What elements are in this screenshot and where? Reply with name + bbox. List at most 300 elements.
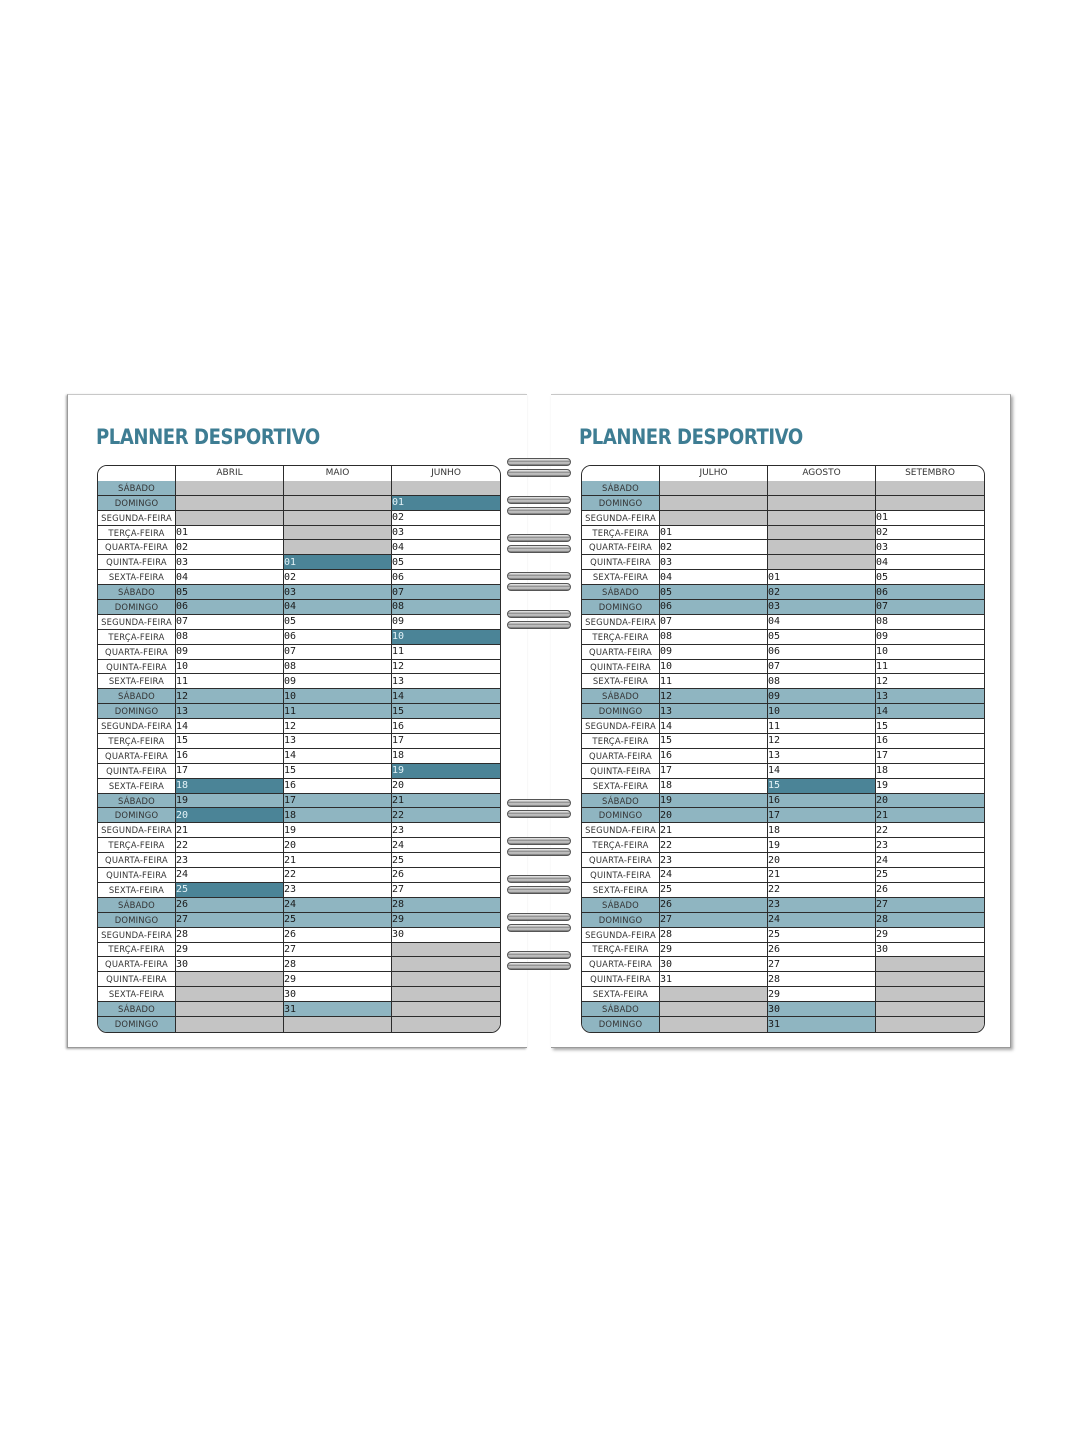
date-cell: 01 <box>392 496 500 511</box>
weekday-label: SEGUNDA-FEIRA <box>98 928 176 943</box>
date-cell: 20 <box>392 779 500 794</box>
date-cell <box>768 496 876 511</box>
weekday-label: DOMINGO <box>582 808 660 823</box>
page-title: PLANNER DESPORTIVO <box>96 425 320 449</box>
planner-page-right <box>551 394 1011 1048</box>
date-cell: 25 <box>768 928 876 943</box>
date-cell: 09 <box>660 645 768 660</box>
calendar-row <box>98 704 500 719</box>
weekday-label: TERÇA-FEIRA <box>98 526 176 541</box>
calendar-row <box>582 868 984 883</box>
weekday-label: TERÇA-FEIRA <box>98 734 176 749</box>
date-cell: 29 <box>392 913 500 928</box>
month-header: AGOSTO <box>768 466 876 481</box>
date-cell: 08 <box>176 630 284 645</box>
month-header: MAIO <box>284 466 392 481</box>
calendar-row <box>98 630 500 645</box>
weekday-label: QUARTA-FEIRA <box>582 853 660 868</box>
calendar-row <box>582 645 984 660</box>
weekday-label: QUINTA-FEIRA <box>582 660 660 675</box>
date-cell: 22 <box>876 823 984 838</box>
date-cell: 18 <box>284 808 392 823</box>
date-cell: 18 <box>392 749 500 764</box>
date-cell: 02 <box>876 526 984 541</box>
date-cell: 14 <box>392 689 500 704</box>
date-cell: 09 <box>392 615 500 630</box>
calendar-row <box>98 570 500 585</box>
date-cell <box>768 511 876 526</box>
date-cell: 27 <box>176 913 284 928</box>
date-cell: 07 <box>284 645 392 660</box>
date-cell: 10 <box>392 630 500 645</box>
date-cell: 30 <box>876 943 984 958</box>
date-cell <box>392 987 500 1002</box>
date-cell <box>660 496 768 511</box>
date-cell: 01 <box>176 526 284 541</box>
calendar-row <box>98 957 500 972</box>
date-cell: 04 <box>660 570 768 585</box>
date-cell: 29 <box>176 943 284 958</box>
date-cell: 06 <box>176 600 284 615</box>
date-cell: 24 <box>176 868 284 883</box>
date-cell: 04 <box>392 540 500 555</box>
date-cell: 26 <box>876 883 984 898</box>
date-cell: 26 <box>284 928 392 943</box>
date-cell: 24 <box>284 898 392 913</box>
calendar-row <box>98 615 500 630</box>
date-cell: 25 <box>392 853 500 868</box>
calendar-row <box>582 674 984 689</box>
weekday-label: SÁBADO <box>582 481 660 496</box>
calendar-row <box>582 570 984 585</box>
date-cell: 20 <box>660 808 768 823</box>
weekday-label: SEGUNDA-FEIRA <box>582 719 660 734</box>
weekday-label: SEGUNDA-FEIRA <box>582 928 660 943</box>
calendar-row <box>582 511 984 526</box>
weekday-label: SEGUNDA-FEIRA <box>98 823 176 838</box>
calendar-row <box>98 823 500 838</box>
date-cell <box>660 1017 768 1032</box>
weekday-label: QUINTA-FEIRA <box>98 764 176 779</box>
calendar-row <box>98 808 500 823</box>
weekday-label: TERÇA-FEIRA <box>98 838 176 853</box>
weekday-label: DOMINGO <box>582 704 660 719</box>
calendar-row <box>582 928 984 943</box>
date-cell: 03 <box>768 600 876 615</box>
date-cell: 01 <box>660 526 768 541</box>
date-cell: 20 <box>876 794 984 809</box>
date-cell: 05 <box>660 585 768 600</box>
calendar-row <box>582 913 984 928</box>
calendar-row <box>582 1017 984 1032</box>
weekday-label: DOMINGO <box>98 496 176 511</box>
date-cell: 02 <box>176 540 284 555</box>
date-cell: 03 <box>876 540 984 555</box>
date-cell: 21 <box>876 808 984 823</box>
date-cell: 05 <box>876 570 984 585</box>
calendar-row <box>98 526 500 541</box>
date-cell: 12 <box>284 719 392 734</box>
date-cell <box>876 1002 984 1017</box>
weekday-label: SÁBADO <box>582 794 660 809</box>
calendar-row <box>582 496 984 511</box>
calendar-row <box>582 943 984 958</box>
calendar-row <box>98 943 500 958</box>
date-cell: 02 <box>392 511 500 526</box>
date-cell <box>284 1017 392 1032</box>
date-cell: 27 <box>876 898 984 913</box>
date-cell: 12 <box>876 674 984 689</box>
weekday-label: SEXTA-FEIRA <box>582 987 660 1002</box>
date-cell <box>176 1002 284 1017</box>
date-cell: 04 <box>176 570 284 585</box>
calendar-row <box>582 555 984 570</box>
date-cell: 27 <box>768 957 876 972</box>
spiral-ring-icon <box>507 835 571 859</box>
weekday-label: DOMINGO <box>98 600 176 615</box>
calendar-row <box>98 898 500 913</box>
weekday-label: SEGUNDA-FEIRA <box>98 615 176 630</box>
date-cell <box>876 496 984 511</box>
weekday-label: SEXTA-FEIRA <box>98 883 176 898</box>
date-cell: 08 <box>284 660 392 675</box>
date-cell: 30 <box>284 987 392 1002</box>
weekday-label: SEXTA-FEIRA <box>98 779 176 794</box>
date-cell: 09 <box>768 689 876 704</box>
date-cell: 15 <box>768 779 876 794</box>
weekday-label: TERÇA-FEIRA <box>582 526 660 541</box>
date-cell: 13 <box>660 704 768 719</box>
date-cell: 10 <box>660 660 768 675</box>
calendar-row <box>98 645 500 660</box>
date-cell: 11 <box>392 645 500 660</box>
month-header: JUNHO <box>392 466 500 481</box>
date-cell: 20 <box>284 838 392 853</box>
date-cell <box>768 481 876 496</box>
weekday-label: SÁBADO <box>98 1002 176 1017</box>
date-cell <box>176 511 284 526</box>
calendar-row <box>582 615 984 630</box>
date-cell: 31 <box>768 1017 876 1032</box>
date-cell: 21 <box>768 868 876 883</box>
calendar-row <box>98 928 500 943</box>
date-cell: 30 <box>176 957 284 972</box>
date-cell: 07 <box>660 615 768 630</box>
weekday-label: SEGUNDA-FEIRA <box>582 615 660 630</box>
date-cell: 14 <box>660 719 768 734</box>
weekday-label: SEGUNDA-FEIRA <box>582 511 660 526</box>
date-cell: 04 <box>876 555 984 570</box>
date-cell <box>392 972 500 987</box>
date-cell: 14 <box>876 704 984 719</box>
weekday-label: QUINTA-FEIRA <box>582 868 660 883</box>
calendar-row <box>582 540 984 555</box>
weekday-label: SÁBADO <box>98 481 176 496</box>
date-cell: 05 <box>176 585 284 600</box>
weekday-label: TERÇA-FEIRA <box>582 734 660 749</box>
calendar-row <box>98 496 500 511</box>
calendar-row <box>98 674 500 689</box>
calendar-row <box>582 898 984 913</box>
date-cell <box>660 481 768 496</box>
date-cell: 14 <box>768 764 876 779</box>
date-cell: 27 <box>660 913 768 928</box>
date-cell <box>660 987 768 1002</box>
date-cell: 06 <box>660 600 768 615</box>
date-cell: 11 <box>876 660 984 675</box>
date-cell: 18 <box>176 779 284 794</box>
date-cell <box>876 957 984 972</box>
spiral-ring-icon <box>507 456 571 480</box>
date-cell: 27 <box>392 883 500 898</box>
date-cell: 28 <box>284 957 392 972</box>
calendar-row <box>582 853 984 868</box>
date-cell: 19 <box>660 794 768 809</box>
calendar-row <box>582 585 984 600</box>
weekday-label: SÁBADO <box>98 689 176 704</box>
calendar-row <box>98 585 500 600</box>
calendar-row <box>582 987 984 1002</box>
calendar-row <box>98 734 500 749</box>
date-cell: 26 <box>176 898 284 913</box>
date-cell: 24 <box>876 853 984 868</box>
calendar-row <box>582 838 984 853</box>
calendar-row <box>582 764 984 779</box>
calendar-row <box>582 808 984 823</box>
date-cell: 13 <box>392 674 500 689</box>
date-cell: 15 <box>660 734 768 749</box>
date-cell <box>876 987 984 1002</box>
date-cell: 16 <box>876 734 984 749</box>
date-cell: 11 <box>660 674 768 689</box>
date-cell: 29 <box>660 943 768 958</box>
date-cell <box>176 496 284 511</box>
date-cell: 20 <box>176 808 284 823</box>
calendar-row <box>98 779 500 794</box>
calendar-row <box>582 823 984 838</box>
corner-cell <box>98 466 176 481</box>
weekday-label: DOMINGO <box>98 808 176 823</box>
date-cell <box>660 1002 768 1017</box>
spiral-ring-icon <box>507 608 571 632</box>
date-cell: 25 <box>660 883 768 898</box>
date-cell: 28 <box>768 972 876 987</box>
date-cell: 09 <box>176 645 284 660</box>
weekday-label: DOMINGO <box>98 913 176 928</box>
date-cell <box>392 943 500 958</box>
date-cell: 15 <box>392 704 500 719</box>
date-cell: 08 <box>876 615 984 630</box>
date-cell: 05 <box>768 630 876 645</box>
date-cell <box>284 496 392 511</box>
date-cell: 10 <box>876 645 984 660</box>
weekday-label: QUARTA-FEIRA <box>98 853 176 868</box>
weekday-label: QUARTA-FEIRA <box>98 540 176 555</box>
calendar-row <box>582 660 984 675</box>
date-cell: 17 <box>660 764 768 779</box>
date-cell: 15 <box>284 764 392 779</box>
date-cell: 16 <box>284 779 392 794</box>
date-cell: 03 <box>660 555 768 570</box>
weekday-label: QUINTA-FEIRA <box>98 868 176 883</box>
date-cell: 26 <box>660 898 768 913</box>
spiral-ring-icon <box>507 873 571 897</box>
date-cell: 11 <box>176 674 284 689</box>
date-cell <box>284 526 392 541</box>
date-cell: 30 <box>768 1002 876 1017</box>
date-cell: 30 <box>660 957 768 972</box>
date-cell: 28 <box>392 898 500 913</box>
date-cell: 11 <box>768 719 876 734</box>
date-cell: 24 <box>768 913 876 928</box>
date-cell: 17 <box>284 794 392 809</box>
weekday-label: TERÇA-FEIRA <box>582 630 660 645</box>
weekday-label: DOMINGO <box>582 1017 660 1032</box>
calendar-row <box>98 719 500 734</box>
weekday-label: QUARTA-FEIRA <box>582 957 660 972</box>
date-cell: 06 <box>392 570 500 585</box>
calendar-row <box>582 481 984 496</box>
date-cell: 18 <box>660 779 768 794</box>
calendar-row <box>582 749 984 764</box>
date-cell: 22 <box>768 883 876 898</box>
date-cell: 05 <box>284 615 392 630</box>
date-cell <box>176 987 284 1002</box>
calendar-row <box>98 555 500 570</box>
date-cell: 26 <box>392 868 500 883</box>
date-cell: 07 <box>768 660 876 675</box>
weekday-label: SEGUNDA-FEIRA <box>98 719 176 734</box>
date-cell: 15 <box>176 734 284 749</box>
date-cell <box>392 481 500 496</box>
date-cell: 12 <box>176 689 284 704</box>
calendar-row <box>582 779 984 794</box>
weekday-label: SEXTA-FEIRA <box>582 883 660 898</box>
weekday-label: QUINTA-FEIRA <box>582 764 660 779</box>
date-cell: 28 <box>660 928 768 943</box>
weekday-label: QUINTA-FEIRA <box>582 555 660 570</box>
month-header: JULHO <box>660 466 768 481</box>
calendar-row <box>98 838 500 853</box>
date-cell: 17 <box>392 734 500 749</box>
date-cell: 27 <box>284 943 392 958</box>
date-cell: 14 <box>176 719 284 734</box>
date-cell: 13 <box>768 749 876 764</box>
calendar-row <box>98 749 500 764</box>
weekday-label: QUARTA-FEIRA <box>582 749 660 764</box>
date-cell <box>284 511 392 526</box>
date-cell: 19 <box>876 779 984 794</box>
planner-page-left <box>67 394 527 1048</box>
date-cell <box>876 972 984 987</box>
date-cell: 19 <box>284 823 392 838</box>
weekday-label: TERÇA-FEIRA <box>582 838 660 853</box>
date-cell: 08 <box>392 600 500 615</box>
date-cell: 19 <box>768 838 876 853</box>
date-cell: 08 <box>660 630 768 645</box>
date-cell <box>392 957 500 972</box>
date-cell: 23 <box>660 853 768 868</box>
date-cell: 13 <box>176 704 284 719</box>
calendar-row <box>98 913 500 928</box>
weekday-label: SEXTA-FEIRA <box>98 674 176 689</box>
weekday-label: QUARTA-FEIRA <box>582 540 660 555</box>
spiral-ring-icon <box>507 532 571 556</box>
calendar-row <box>582 957 984 972</box>
weekday-label: SÁBADO <box>98 794 176 809</box>
calendar-row <box>98 972 500 987</box>
weekday-label: TERÇA-FEIRA <box>98 630 176 645</box>
date-cell: 18 <box>876 764 984 779</box>
date-cell <box>392 1002 500 1017</box>
calendar-row <box>582 719 984 734</box>
date-cell: 06 <box>876 585 984 600</box>
date-cell: 23 <box>392 823 500 838</box>
calendar-row <box>98 1017 500 1032</box>
date-cell: 07 <box>876 600 984 615</box>
date-cell: 30 <box>392 928 500 943</box>
date-cell: 17 <box>876 749 984 764</box>
date-cell: 16 <box>660 749 768 764</box>
date-cell: 19 <box>392 764 500 779</box>
date-cell: 29 <box>284 972 392 987</box>
date-cell <box>392 1017 500 1032</box>
calendar-row <box>582 600 984 615</box>
date-cell: 31 <box>660 972 768 987</box>
date-cell <box>768 540 876 555</box>
weekday-label: SÁBADO <box>582 585 660 600</box>
date-cell: 24 <box>660 868 768 883</box>
date-cell: 17 <box>176 764 284 779</box>
date-cell <box>660 511 768 526</box>
spiral-ring-icon <box>507 949 571 973</box>
date-cell <box>284 540 392 555</box>
month-header-row <box>98 466 500 481</box>
date-cell: 24 <box>392 838 500 853</box>
date-cell: 03 <box>284 585 392 600</box>
weekday-label: DOMINGO <box>582 600 660 615</box>
date-cell: 19 <box>176 794 284 809</box>
weekday-label: QUINTA-FEIRA <box>98 555 176 570</box>
date-cell: 28 <box>176 928 284 943</box>
weekday-label: DOMINGO <box>582 913 660 928</box>
date-cell: 22 <box>660 838 768 853</box>
month-header: ABRIL <box>176 466 284 481</box>
date-cell: 07 <box>392 585 500 600</box>
date-cell: 18 <box>768 823 876 838</box>
weekday-label: QUARTA-FEIRA <box>98 957 176 972</box>
date-cell: 04 <box>768 615 876 630</box>
date-cell: 16 <box>392 719 500 734</box>
date-cell: 09 <box>284 674 392 689</box>
date-cell: 21 <box>176 823 284 838</box>
date-cell: 01 <box>876 511 984 526</box>
date-cell: 23 <box>176 853 284 868</box>
weekday-label: SEGUNDA-FEIRA <box>582 823 660 838</box>
weekday-label: QUINTA-FEIRA <box>582 972 660 987</box>
calendar-row <box>98 660 500 675</box>
weekday-label: TERÇA-FEIRA <box>582 943 660 958</box>
weekday-label: SÁBADO <box>582 1002 660 1017</box>
date-cell: 20 <box>768 853 876 868</box>
date-cell: 23 <box>876 838 984 853</box>
date-cell: 29 <box>768 987 876 1002</box>
date-cell: 03 <box>176 555 284 570</box>
date-cell: 21 <box>392 794 500 809</box>
date-cell <box>176 1017 284 1032</box>
weekday-label: TERÇA-FEIRA <box>98 943 176 958</box>
weekday-label: QUINTA-FEIRA <box>98 972 176 987</box>
